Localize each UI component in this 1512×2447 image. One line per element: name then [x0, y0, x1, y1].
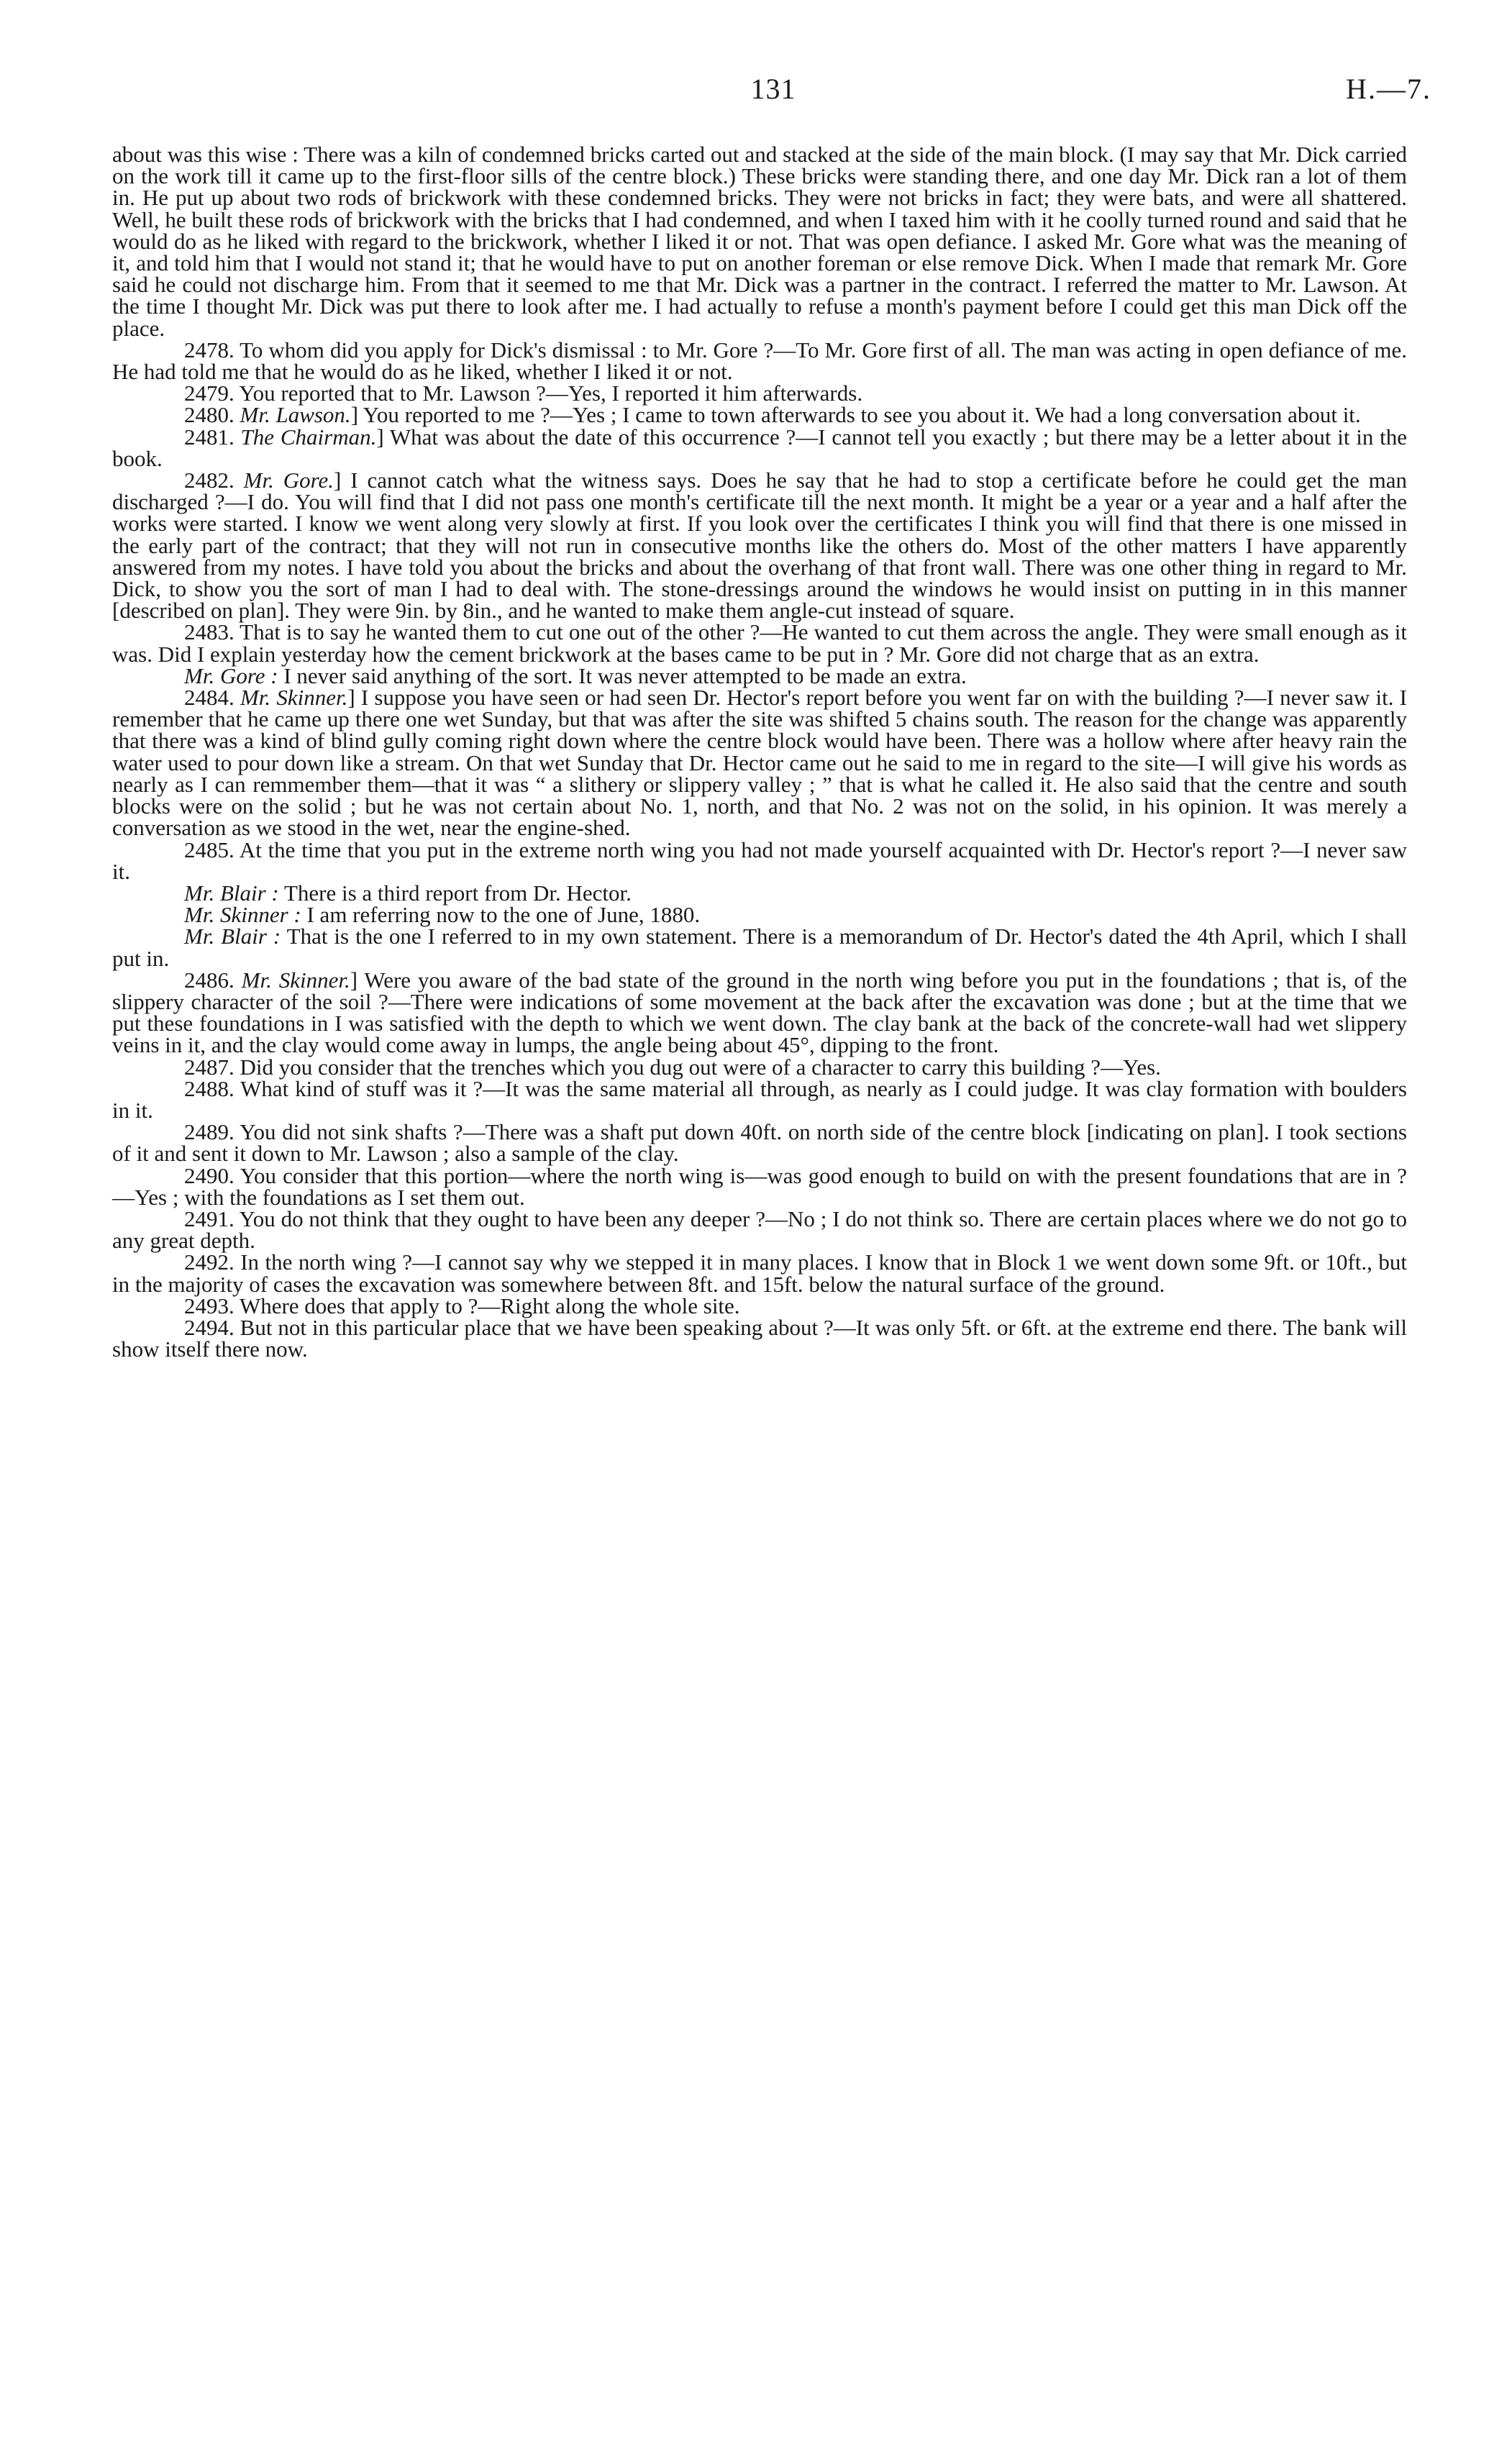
paragraph-text: 2491. You do not think that they ought to have been any deeper ?—No ; I do not think so. There are certain places where we do not go to any great depth. — [112, 1206, 1407, 1254]
speaker-name: The Chairman. — [240, 424, 377, 450]
paragraph-text: 2487. Did you consider that the trenches which you dug out were of a character to carry this building ?—Yes. — [184, 1054, 1161, 1080]
paragraph-text: 2483. That is to say he wanted them to cut one out of the other ?—He wanted to cut them across the angle. They were small enough as it was. Did I explain yesterday how the cement brickwork at the bases came to be put in ? Mr. Gore did not charge that as an extra. — [112, 619, 1407, 667]
paragraph — [112, 904, 1407, 926]
paragraph-text: I never said anything of the sort. It was never attempted to be made an extra. — [278, 662, 967, 688]
paragraph — [112, 967, 1408, 1058]
paragraph — [112, 662, 1407, 688]
paragraph — [112, 144, 1407, 340]
paragraph-text: ] I suppose you have seen or had seen Dr. Hector's report before you went far on with the building ?—I never saw it. I remember that he came up there one wet Sunday, but that was after the site was shifted 5 chains south. The reason for the change was apparently that there was a kind of blind gully coming right down where the centre block would have been. There was a hollow where after heavy rain the water used to pour down like a stream. On that wet Sunday that Dr. Hector came out he said to me in regard to the site—I will give his words as nearly as I can remmember them—that it was “ a slithery or slippery valley ; ” that is what he called it. He also said that the centre and south blocks were on the solid ; but he was not certain about No. 1, north, and that No. 2 was not on the solid, in his opinion. It was merely a conversation as we stood in the wet, near the engine-shed. — [112, 685, 1407, 841]
question-number: 2480. — [184, 402, 240, 428]
speaker-name: Mr. Gore. — [243, 468, 334, 493]
page-header — [115, 72, 1431, 115]
paragraph — [112, 1121, 1407, 1165]
paragraph — [112, 1075, 1407, 1123]
paragraph-text: There is a third report from Dr. Hector. — [278, 880, 632, 906]
speaker-name: Mr. Skinner. — [241, 967, 350, 993]
paragraph-text: ] You reported to me ?—Yes ; I came to town afterwards to see you about it. We had a long conversation about it. — [350, 402, 1361, 428]
paragraph-text: That is the one I referred to in my own statement. There is a memorandum of Dr. Hector's dated the 4th April, which I shall put in. — [112, 924, 1408, 971]
paragraph — [112, 1249, 1407, 1297]
paragraph-text: I am referring now to the one of June, 1880. — [301, 902, 701, 928]
paragraph — [112, 383, 1407, 404]
document-body — [112, 144, 1407, 1360]
paragraph-text: 2490. You consider that this portion—where the north wing is—was good enough to build on with the present foundations that are in ?—Yes ; with the foundations as I set them out. — [112, 1162, 1407, 1210]
question-number: 2486. — [184, 967, 242, 993]
paragraph-text: 2488. What kind of stuff was it ?—It was the same material all through, as nearly as I could judge. It was clay formation with boulders in it. — [112, 1075, 1407, 1123]
speaker-name: Mr. Blair : — [184, 924, 281, 949]
paragraph-text: 2494. But not in this particular place that we have been speaking about ?—It was only 5ft. or 6ft. at the extreme end there. The bank will show itself there now. — [112, 1314, 1407, 1362]
paragraph — [112, 926, 1407, 969]
document-reference: H.—7. — [1346, 73, 1431, 105]
speaker-name: Mr. Skinner. — [240, 685, 348, 711]
paragraph — [112, 687, 1407, 839]
paragraph-text: 2492. In the north wing ?—I cannot say why we stepped it in many places. I know that in Block 1 we went down some 9ft. or 10ft., but in the majority of cases the excavation was somewhere between 8ft. and 15ft. below the natural surface of the ground. — [112, 1249, 1407, 1297]
paragraph-text: 2479. You reported that to Mr. Lawson ?—Yes, I reported it him afterwards. — [184, 381, 863, 406]
paragraph-text: ] Were you aware of the bad state of the ground in the north wing before you put in the foundations ; that is, of the slippery character of the soil ?—There were indications of some movement at the back after the excavation was done ; but at the time that we put these foundations in I was satisfied with the depth to which we went down. The clay bank at the back of the concrete-wall had wet slippery veins in it, and the clay would come away in lumps, the angle being about 45°, dipping to the front. — [112, 967, 1408, 1058]
paragraph — [112, 1314, 1407, 1362]
paragraph — [112, 337, 1407, 385]
question-number: 2482. — [184, 468, 244, 493]
paragraph-text: ] What was about the date of this occurrence ?—I cannot tell you exactly ; but there may be a letter about it in the book. — [112, 424, 1408, 471]
question-number: 2484. — [184, 685, 240, 711]
paragraph-text: 2478. To whom did you apply for Dick's dismissal : to Mr. Gore ?—To Mr. Gore first of all. The man was acting in open defiance of me. He had told me that he would do as he liked, whether I liked it or not. — [112, 337, 1407, 385]
paragraph — [112, 424, 1408, 471]
speaker-name: Mr. Skinner : — [184, 902, 301, 928]
paragraph-text: 2485. At the time that you put in the extreme north wing you had not made yourself acquainted with Dr. Hector's report ?—I never saw it. — [112, 837, 1407, 884]
speaker-name: Mr. Blair : — [184, 880, 279, 906]
paragraph — [112, 468, 1408, 624]
paragraph-text: 2493. Where does that apply to ?—Right along the whole site. — [184, 1293, 740, 1318]
paragraph — [112, 621, 1407, 665]
paragraph — [112, 404, 1407, 426]
paragraph-text: about was this wise : There was a kiln of condemned bricks carted out and stacked at the side of the main block. (I may say that Mr. Dick carried on the work till it came up to the first-floor sills of the centre block.) These bricks were standing there, and one day Mr. Dick ran a lot of them in. He put up about two rods of brickwork with these condemned bricks. They were not bricks in fact; they were bats, and were all shattered. Well, he built these rods of brickwork with the bricks that I had condemned, and when I taxed him with it he coolly turned round and said that he would do as he liked with regard to the brickwork, whether I liked it or not. That was open defiance. I asked Mr. Gore what was the meaning of it, and told him that I would not stand it; that he would have to put on another foreman or else remove Dick. When I made that remark Mr. Gore said he could not discharge him. From that it seemed to me that Mr. Dick was a partner in the contract. I referred the matter to Mr. Lawson. At the time I thought Mr. Dick was put there to look after me. I had actually to refuse a month's payment before I could get this man Dick off the place. — [112, 142, 1407, 341]
paragraph-text: 2489. You did not sink shafts ?—There was a shaft put down 40ft. on north side of the centre block [indicating on plan]. I took sections of it and sent it down to Mr. Lawson ; also a sample of the clay. — [112, 1119, 1407, 1167]
page-number: 131 — [750, 73, 796, 105]
question-number: 2481. — [184, 424, 241, 450]
speaker-name: Mr. Gore : — [184, 662, 278, 688]
paragraph — [112, 880, 1407, 906]
speaker-name: Mr. Lawson. — [240, 402, 351, 428]
paragraph — [112, 1054, 1407, 1080]
paragraph-text: ] I cannot catch what the witness says. Does he say that he had to stop a certificate before he could get the man discharged ?—I do. You will find that I did not pass one month's certificate till the next month. It might be a year or a year and a half after the works were started. I know we went along very slowly at first. If you look over the certificates I think you will find that there is one missed in the early part of the contract; that they will not run in consecutive months like the others do. Most of the other matters I have apparently answered from my notes. I have told you about the bricks and about the overhang of that front wall. There was one other thing in regard to Mr. Dick, to show you the sort of man I had to deal with. The stone-dressings around the windows he would insist on putting in in this manner [described on plan]. They were 9in. by 8in., and he wanted to make them angle-cut instead of square. — [112, 468, 1408, 624]
paragraph — [112, 1162, 1407, 1210]
paragraph — [112, 839, 1407, 883]
paragraph — [112, 1208, 1407, 1252]
paragraph — [112, 1295, 1407, 1317]
